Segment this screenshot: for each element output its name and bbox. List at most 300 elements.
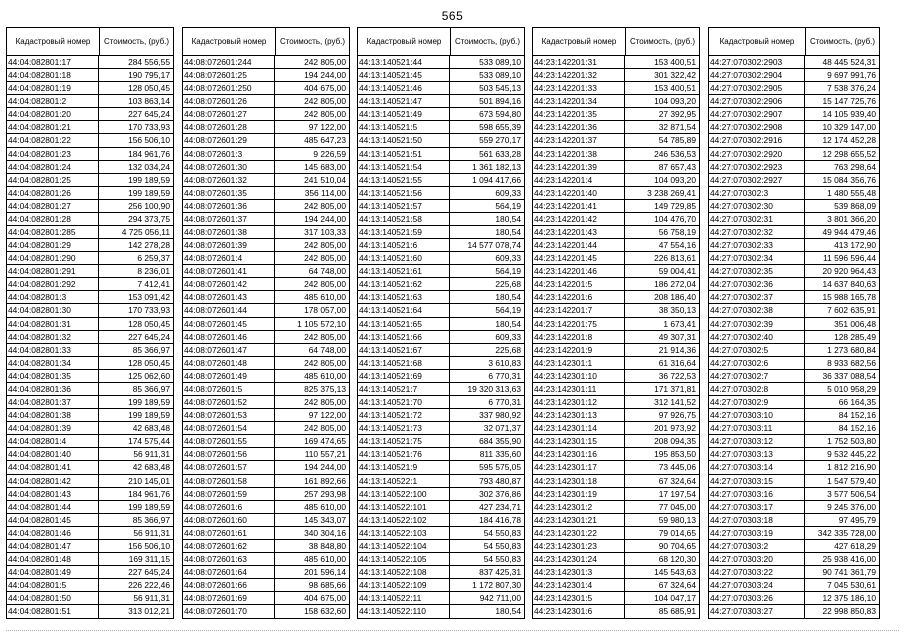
table-row: [358, 501, 524, 514]
cost-cell: 47 554,16: [658, 240, 696, 251]
cost-cell: 242 805,00: [304, 357, 346, 368]
cost-cell: 427 618,29: [834, 540, 876, 551]
cadastral-number-cell: 44:08:072601:42: [183, 278, 275, 290]
table-row: [709, 187, 879, 200]
cadastral-number-cell: 44:27:070302:2916: [709, 134, 805, 146]
table-row: [709, 108, 879, 121]
cadastral-number-cell: 44:27:070302:7: [709, 370, 805, 382]
table-row: [183, 95, 349, 108]
table-row: [7, 161, 173, 174]
cadastral-number-cell: 44:27:070302:30: [709, 200, 805, 212]
cadastral-number-cell: 44:27:070302:33: [709, 239, 805, 251]
table-row: [183, 501, 349, 514]
cadastral-number-cell: 44:27:070302:2906: [709, 95, 805, 107]
cadastral-number-cell: 44:23:142301:13: [533, 409, 625, 421]
cost-cell: 32 071,37: [483, 423, 521, 434]
cost-cell: 342 335 728,00: [817, 527, 876, 538]
cost-cell: 485 610,00: [304, 370, 346, 381]
table-row: [709, 461, 879, 474]
table-row: [533, 579, 699, 592]
cadastral-number-cell: 44:04:082801:25: [7, 174, 99, 186]
cadastral-number-cell: 44:23:142301:21: [533, 514, 625, 526]
cost-cell: 227 645,24: [128, 331, 170, 342]
table-row: [183, 435, 349, 448]
cadastral-number-cell: 44:08:072601:6: [183, 501, 275, 513]
cost-cell: 1 273 680,84: [827, 344, 876, 355]
cadastral-number-cell: 44:13:140521:70: [358, 396, 450, 408]
header-cost: Стоимость, (руб.): [809, 36, 876, 46]
table-row: [709, 174, 879, 187]
cadastral-number-cell: 44:08:072601:4: [183, 252, 275, 264]
table-body: [709, 56, 879, 618]
cost-cell: 684 355,90: [479, 436, 521, 447]
cadastral-number-cell: 44:04:082801:50: [7, 592, 99, 604]
table-row: [709, 501, 879, 514]
cadastral-number-cell: 44:23:142201:42: [533, 213, 625, 225]
table-row: [358, 187, 524, 200]
table-row: [709, 69, 879, 82]
cadastral-number-cell: 44:13:140521:5: [358, 121, 450, 133]
cadastral-number-cell: 44:04:082801:45: [7, 514, 99, 526]
table-row: [358, 488, 524, 501]
cost-cell: 257 293,98: [304, 488, 346, 499]
cadastral-number-cell: 44:27:070303:13: [709, 448, 805, 460]
cost-cell: 317 103,33: [304, 227, 346, 238]
cost-cell: 128 285,49: [834, 331, 876, 342]
table-row: [533, 82, 699, 95]
cadastral-number-cell: 44:08:072601:35: [183, 187, 275, 199]
cadastral-number-cell: 44:13:140522:108: [358, 566, 450, 578]
cadastral-number-cell: 44:23:142301:23: [533, 540, 625, 552]
cost-cell: 485 610,00: [304, 501, 346, 512]
cadastral-number-cell: 44:04:082801:44: [7, 501, 99, 513]
table-row: [358, 448, 524, 461]
cadastral-number-cell: 44:27:070303:14: [709, 461, 805, 473]
cadastral-number-cell: 44:13:140521:60: [358, 252, 450, 264]
cadastral-number-cell: 44:04:082801:49: [7, 566, 99, 578]
cadastral-number-cell: 44:27:070302:40: [709, 331, 805, 343]
table-body: [183, 56, 349, 618]
cadastral-number-cell: 44:13:140521:58: [358, 213, 450, 225]
cost-cell: 145 543,63: [654, 567, 696, 578]
table-row: [709, 252, 879, 265]
cadastral-number-cell: 44:23:142301:12: [533, 396, 625, 408]
table-row: [709, 95, 879, 108]
header-cost: Стоимость, (руб.): [454, 36, 521, 46]
cadastral-number-cell: 44:08:072601:38: [183, 226, 275, 238]
cadastral-number-cell: 44:13:140521:49: [358, 108, 450, 120]
table-row: [183, 579, 349, 592]
table-row: [7, 200, 173, 213]
cost-cell: 503 545,13: [479, 83, 521, 94]
table-row: [709, 213, 879, 226]
table-row: [7, 461, 173, 474]
table-row: [183, 252, 349, 265]
cadastral-number-cell: 44:04:082801:43: [7, 488, 99, 500]
cost-cell: 174 575,44: [128, 436, 170, 447]
cost-cell: 97 122,00: [308, 410, 346, 421]
cost-cell: 54 550,83: [483, 527, 521, 538]
table-row: [358, 291, 524, 304]
table-row: [358, 357, 524, 370]
cadastral-number-cell: 44:08:072601:36: [183, 200, 275, 212]
cost-cell: 539 868,09: [834, 200, 876, 211]
cadastral-number-cell: 44:13:140522:1: [358, 475, 450, 487]
cadastral-number-cell: 44:23:142301:3: [533, 566, 625, 578]
cost-cell: 85 366,97: [132, 344, 170, 355]
cost-cell: 169 311,15: [128, 553, 170, 564]
cadastral-number-cell: 44:04:082801:34: [7, 357, 99, 369]
cadastral-number-cell: 44:23:142201:38: [533, 148, 625, 160]
table-row: [533, 174, 699, 187]
cadastral-number-cell: 44:13:140521:50: [358, 134, 450, 146]
table-row: [709, 448, 879, 461]
cadastral-number-cell: 44:13:140522:105: [358, 553, 450, 565]
cadastral-number-cell: 44:08:072601:52: [183, 396, 275, 408]
cadastral-number-cell: 44:08:072601:41: [183, 265, 275, 277]
cadastral-number-cell: 44:04:082801:41: [7, 461, 99, 473]
cost-cell: 156 506,10: [128, 135, 170, 146]
cost-cell: 38 350,13: [658, 305, 696, 316]
table-row: [183, 265, 349, 278]
cost-cell: 178 057,00: [304, 305, 346, 316]
cadastral-number-cell: 44:04:082801:29: [7, 239, 99, 251]
table-row: [533, 134, 699, 147]
table-row: [183, 553, 349, 566]
cadastral-number-cell: 44:08:072601:56: [183, 448, 275, 460]
header-cadastral-number: Кадастровый номер: [709, 28, 806, 55]
cost-cell: 5 010 958,29: [827, 383, 876, 394]
cadastral-number-cell: 44:27:070302:6: [709, 357, 805, 369]
cost-cell: 49 307,31: [658, 331, 696, 342]
cadastral-number-cell: 44:27:070303:24: [709, 579, 805, 591]
cost-cell: 404 675,00: [304, 593, 346, 604]
cost-cell: 67 324,64: [658, 475, 696, 486]
cost-cell: 201 596,14: [304, 567, 346, 578]
table-row: [533, 213, 699, 226]
table-row: [533, 265, 699, 278]
cost-cell: 9 226,59: [313, 148, 346, 159]
cost-cell: 9 245 376,00: [827, 501, 876, 512]
cadastral-number-cell: 44:08:072601:39: [183, 239, 275, 251]
cost-cell: 313 012,21: [128, 606, 170, 617]
cost-cell: 242 805,00: [304, 253, 346, 264]
cost-cell: 19 320 313,63: [467, 383, 521, 394]
table-row: [7, 566, 173, 579]
cost-cell: 226 222,46: [128, 580, 170, 591]
cadastral-number-cell: 44:08:072601:55: [183, 435, 275, 447]
cadastral-number-cell: 44:13:140522:102: [358, 514, 450, 526]
cost-cell: 27 392,95: [658, 109, 696, 120]
table-row: [7, 579, 173, 592]
header-cadastral-number: Кадастровый номер: [7, 28, 100, 55]
cost-cell: 180,54: [495, 318, 521, 329]
cadastral-number-cell: 44:23:142201:36: [533, 121, 625, 133]
cadastral-number-cell: 44:08:072601:63: [183, 553, 275, 565]
cost-cell: 104 476,70: [654, 213, 696, 224]
cadastral-number-cell: 44:27:070303:10: [709, 409, 805, 421]
cost-cell: 56 911,31: [133, 527, 170, 538]
cost-cell: 90 704,65: [658, 540, 696, 551]
table-row: [533, 475, 699, 488]
table-column-3: [357, 27, 525, 619]
cadastral-number-cell: 44:27:070303:15: [709, 475, 805, 487]
table-row: [358, 396, 524, 409]
cadastral-number-cell: 44:04:082801:21: [7, 121, 99, 133]
table-row: [709, 82, 879, 95]
cost-cell: 242 805,00: [304, 423, 346, 434]
cadastral-number-cell: 44:08:072601:244: [183, 56, 275, 68]
cost-cell: 1 172 807,30: [472, 580, 521, 591]
cost-cell: 59 980,13: [658, 514, 696, 525]
cadastral-number-cell: 44:27:070303:20: [709, 553, 805, 565]
cost-cell: 9 532 445,22: [827, 449, 876, 460]
table-row: [7, 383, 173, 396]
cost-cell: 595 575,05: [479, 462, 521, 473]
cadastral-number-cell: 44:23:142201:7: [533, 304, 625, 316]
table-row: [7, 213, 173, 226]
table-row: [533, 304, 699, 317]
cadastral-number-cell: 44:27:070302:2907: [709, 108, 805, 120]
cost-cell: 242 805,00: [304, 397, 346, 408]
cadastral-number-cell: 44:23:142201:34: [533, 95, 625, 107]
table-row: [183, 396, 349, 409]
cost-cell: 9 697 991,76: [827, 70, 876, 81]
table-row: [7, 69, 173, 82]
cost-cell: 1 361 182,13: [472, 161, 521, 172]
cadastral-number-cell: 44:27:070302:35: [709, 265, 805, 277]
cadastral-number-cell: 44:04:082801:292: [7, 278, 99, 290]
cadastral-number-cell: 44:23:142301:17: [533, 461, 625, 473]
cost-cell: 32 871,54: [658, 122, 696, 133]
cost-cell: 561 633,28: [479, 148, 521, 159]
cost-cell: 184 961,76: [128, 148, 170, 159]
table-row: [533, 422, 699, 435]
cost-cell: 64 748,00: [308, 266, 346, 277]
table-row: [533, 121, 699, 134]
cadastral-number-cell: 44:23:142201:46: [533, 265, 625, 277]
cost-cell: 36 337 088,54: [822, 370, 876, 381]
cadastral-number-cell: 44:23:142301:10: [533, 370, 625, 382]
table-row: [533, 370, 699, 383]
table-row: [358, 265, 524, 278]
table-row: [358, 108, 524, 121]
cost-cell: 73 445,06: [658, 462, 696, 473]
table-column-5: [708, 27, 880, 619]
table-row: [358, 134, 524, 147]
cadastral-number-cell: 44:08:072601:47: [183, 344, 275, 356]
cadastral-number-cell: 44:23:142301:14: [533, 422, 625, 434]
cadastral-number-cell: 44:27:070302:2920: [709, 148, 805, 160]
cadastral-number-cell: 44:13:140521:56: [358, 187, 450, 199]
cadastral-number-cell: 44:13:140521:65: [358, 318, 450, 330]
table-row: [533, 527, 699, 540]
table-row: [7, 396, 173, 409]
table-row: [533, 318, 699, 331]
table-row: [533, 239, 699, 252]
cost-cell: 7 045 530,61: [827, 580, 876, 591]
table-row: [533, 357, 699, 370]
cadastral-number-cell: 44:04:082801:17: [7, 56, 99, 68]
table-row: [358, 344, 524, 357]
cadastral-number-cell: 44:27:070302:8: [709, 383, 805, 395]
cadastral-number-cell: 44:13:140522:11: [358, 592, 450, 604]
cost-cell: 3 577 506,54: [827, 488, 876, 499]
table-row: [533, 461, 699, 474]
cost-cell: 56 758,19: [658, 227, 696, 238]
table-header: [709, 28, 879, 56]
cost-cell: 85 366,97: [132, 514, 170, 525]
table-row: [183, 318, 349, 331]
cadastral-number-cell: 44:13:140522:110: [358, 605, 450, 618]
cadastral-number-cell: 44:04:082801:51: [7, 605, 99, 618]
cadastral-number-cell: 44:13:140521:66: [358, 331, 450, 343]
cost-cell: 36 722,53: [658, 370, 696, 381]
cost-cell: 227 645,24: [128, 567, 170, 578]
cost-cell: 194 244,00: [304, 213, 346, 224]
cadastral-number-cell: 44:04:082801:285: [7, 226, 99, 238]
table-row: [533, 553, 699, 566]
cadastral-number-cell: 44:08:072601:54: [183, 422, 275, 434]
cost-cell: 17 197,54: [658, 488, 696, 499]
table-row: [183, 566, 349, 579]
cadastral-number-cell: 44:04:082801:48: [7, 553, 99, 565]
table-row: [358, 461, 524, 474]
cost-cell: 226 813,61: [654, 253, 696, 264]
table-row: [358, 174, 524, 187]
cadastral-number-cell: 44:27:070302:2927: [709, 174, 805, 186]
cadastral-number-cell: 44:08:072601:53: [183, 409, 275, 421]
table-row: [358, 318, 524, 331]
cost-cell: 3 801 366,20: [827, 213, 876, 224]
table-body: [533, 56, 699, 618]
cost-cell: 227 645,24: [128, 109, 170, 120]
table-row: [183, 148, 349, 161]
table-row: [7, 252, 173, 265]
cost-cell: 156 506,10: [128, 540, 170, 551]
cadastral-number-cell: 44:04:082801:291: [7, 265, 99, 277]
cost-cell: 673 594,80: [479, 109, 521, 120]
cadastral-number-cell: 44:13:140521:76: [358, 448, 450, 460]
table-row: [709, 148, 879, 161]
cadastral-number-cell: 44:27:070302:38: [709, 304, 805, 316]
table-row: [533, 291, 699, 304]
cadastral-number-cell: 44:27:070303:22: [709, 566, 805, 578]
cadastral-number-cell: 44:08:072601:32: [183, 174, 275, 186]
cadastral-number-cell: 44:23:142201:32: [533, 69, 625, 81]
table-row: [358, 422, 524, 435]
cost-cell: 184 416,78: [479, 514, 521, 525]
table-row: [533, 514, 699, 527]
cadastral-number-cell: 44:23:142201:41: [533, 200, 625, 212]
table-row: [533, 396, 699, 409]
cadastral-number-cell: 44:27:070302:2923: [709, 161, 805, 173]
cost-cell: 87 657,43: [658, 161, 696, 172]
cost-cell: 564,19: [495, 200, 521, 211]
cost-cell: 125 062,60: [128, 370, 170, 381]
table-row: [7, 409, 173, 422]
cadastral-number-cell: 44:13:140521:64: [358, 304, 450, 316]
cost-cell: 14 577 078,74: [467, 240, 521, 251]
table-row: [709, 239, 879, 252]
table-row: [7, 174, 173, 187]
table-row: [7, 540, 173, 553]
cost-cell: 104 093,20: [654, 174, 696, 185]
cadastral-number-cell: 44:23:142301:15: [533, 435, 625, 447]
cost-cell: 199 189,59: [128, 501, 170, 512]
cadastral-number-cell: 44:08:072601:45: [183, 318, 275, 330]
table-row: [533, 448, 699, 461]
cost-cell: 20 920 964,43: [822, 266, 876, 277]
table-row: [358, 121, 524, 134]
cost-cell: 6 770,31: [488, 397, 521, 408]
cost-cell: 7 538 376,24: [827, 83, 876, 94]
cadastral-number-cell: 44:27:070303:18: [709, 514, 805, 526]
table-row: [7, 331, 173, 344]
cadastral-number-cell: 44:27:070302:2904: [709, 69, 805, 81]
table-row: [7, 108, 173, 121]
cost-cell: 210 145,01: [128, 475, 170, 486]
cadastral-number-cell: 44:04:082801:26: [7, 187, 99, 199]
table-row: [183, 448, 349, 461]
cost-cell: 340 304,16: [304, 527, 346, 538]
table-row: [709, 396, 879, 409]
cadastral-number-cell: 44:23:142301:5: [533, 592, 625, 604]
table-row: [709, 540, 879, 553]
table-row: [709, 304, 879, 317]
cost-cell: 14 637 840,63: [822, 279, 876, 290]
table-row: [183, 488, 349, 501]
cadastral-number-cell: 44:08:072601:46: [183, 331, 275, 343]
table-row: [358, 331, 524, 344]
table-row: [709, 383, 879, 396]
cost-cell: 128 050,45: [128, 318, 170, 329]
cadastral-number-cell: 44:08:072601:28: [183, 121, 275, 133]
cost-cell: 3 610,83: [488, 357, 521, 368]
table-row: [358, 252, 524, 265]
table-row: [183, 370, 349, 383]
cost-cell: 242 805,00: [304, 57, 346, 67]
table-row: [183, 475, 349, 488]
table-row: [358, 409, 524, 422]
cadastral-number-cell: 44:13:140521:59: [358, 226, 450, 238]
table-row: [7, 527, 173, 540]
cadastral-number-cell: 44:13:140521:55: [358, 174, 450, 186]
table-row: [709, 409, 879, 422]
cost-cell: 208 094,35: [654, 436, 696, 447]
table-row: [358, 370, 524, 383]
cost-cell: 301 322,42: [654, 70, 696, 81]
cadastral-number-cell: 44:13:140521:73: [358, 422, 450, 434]
cost-cell: 128 050,45: [128, 83, 170, 94]
cadastral-number-cell: 44:04:082801:36: [7, 383, 99, 395]
cadastral-number-cell: 44:04:082801:24: [7, 161, 99, 173]
cost-cell: 194 244,00: [304, 70, 346, 81]
cadastral-number-cell: 44:27:070302:5: [709, 344, 805, 356]
table-row: [358, 278, 524, 291]
table-row: [183, 187, 349, 200]
cadastral-number-cell: 44:08:072601:58: [183, 475, 275, 487]
cadastral-number-cell: 44:13:140521:54: [358, 161, 450, 173]
table-row: [533, 278, 699, 291]
cost-cell: 609,33: [495, 253, 521, 264]
cadastral-number-cell: 44:13:140521:62: [358, 278, 450, 290]
table-row: [533, 592, 699, 605]
cost-cell: 15 084 356,76: [822, 174, 876, 185]
cadastral-number-cell: 44:08:072601:62: [183, 540, 275, 552]
cadastral-number-cell: 44:04:082801:31: [7, 318, 99, 330]
cost-cell: 61 316,64: [658, 357, 696, 368]
